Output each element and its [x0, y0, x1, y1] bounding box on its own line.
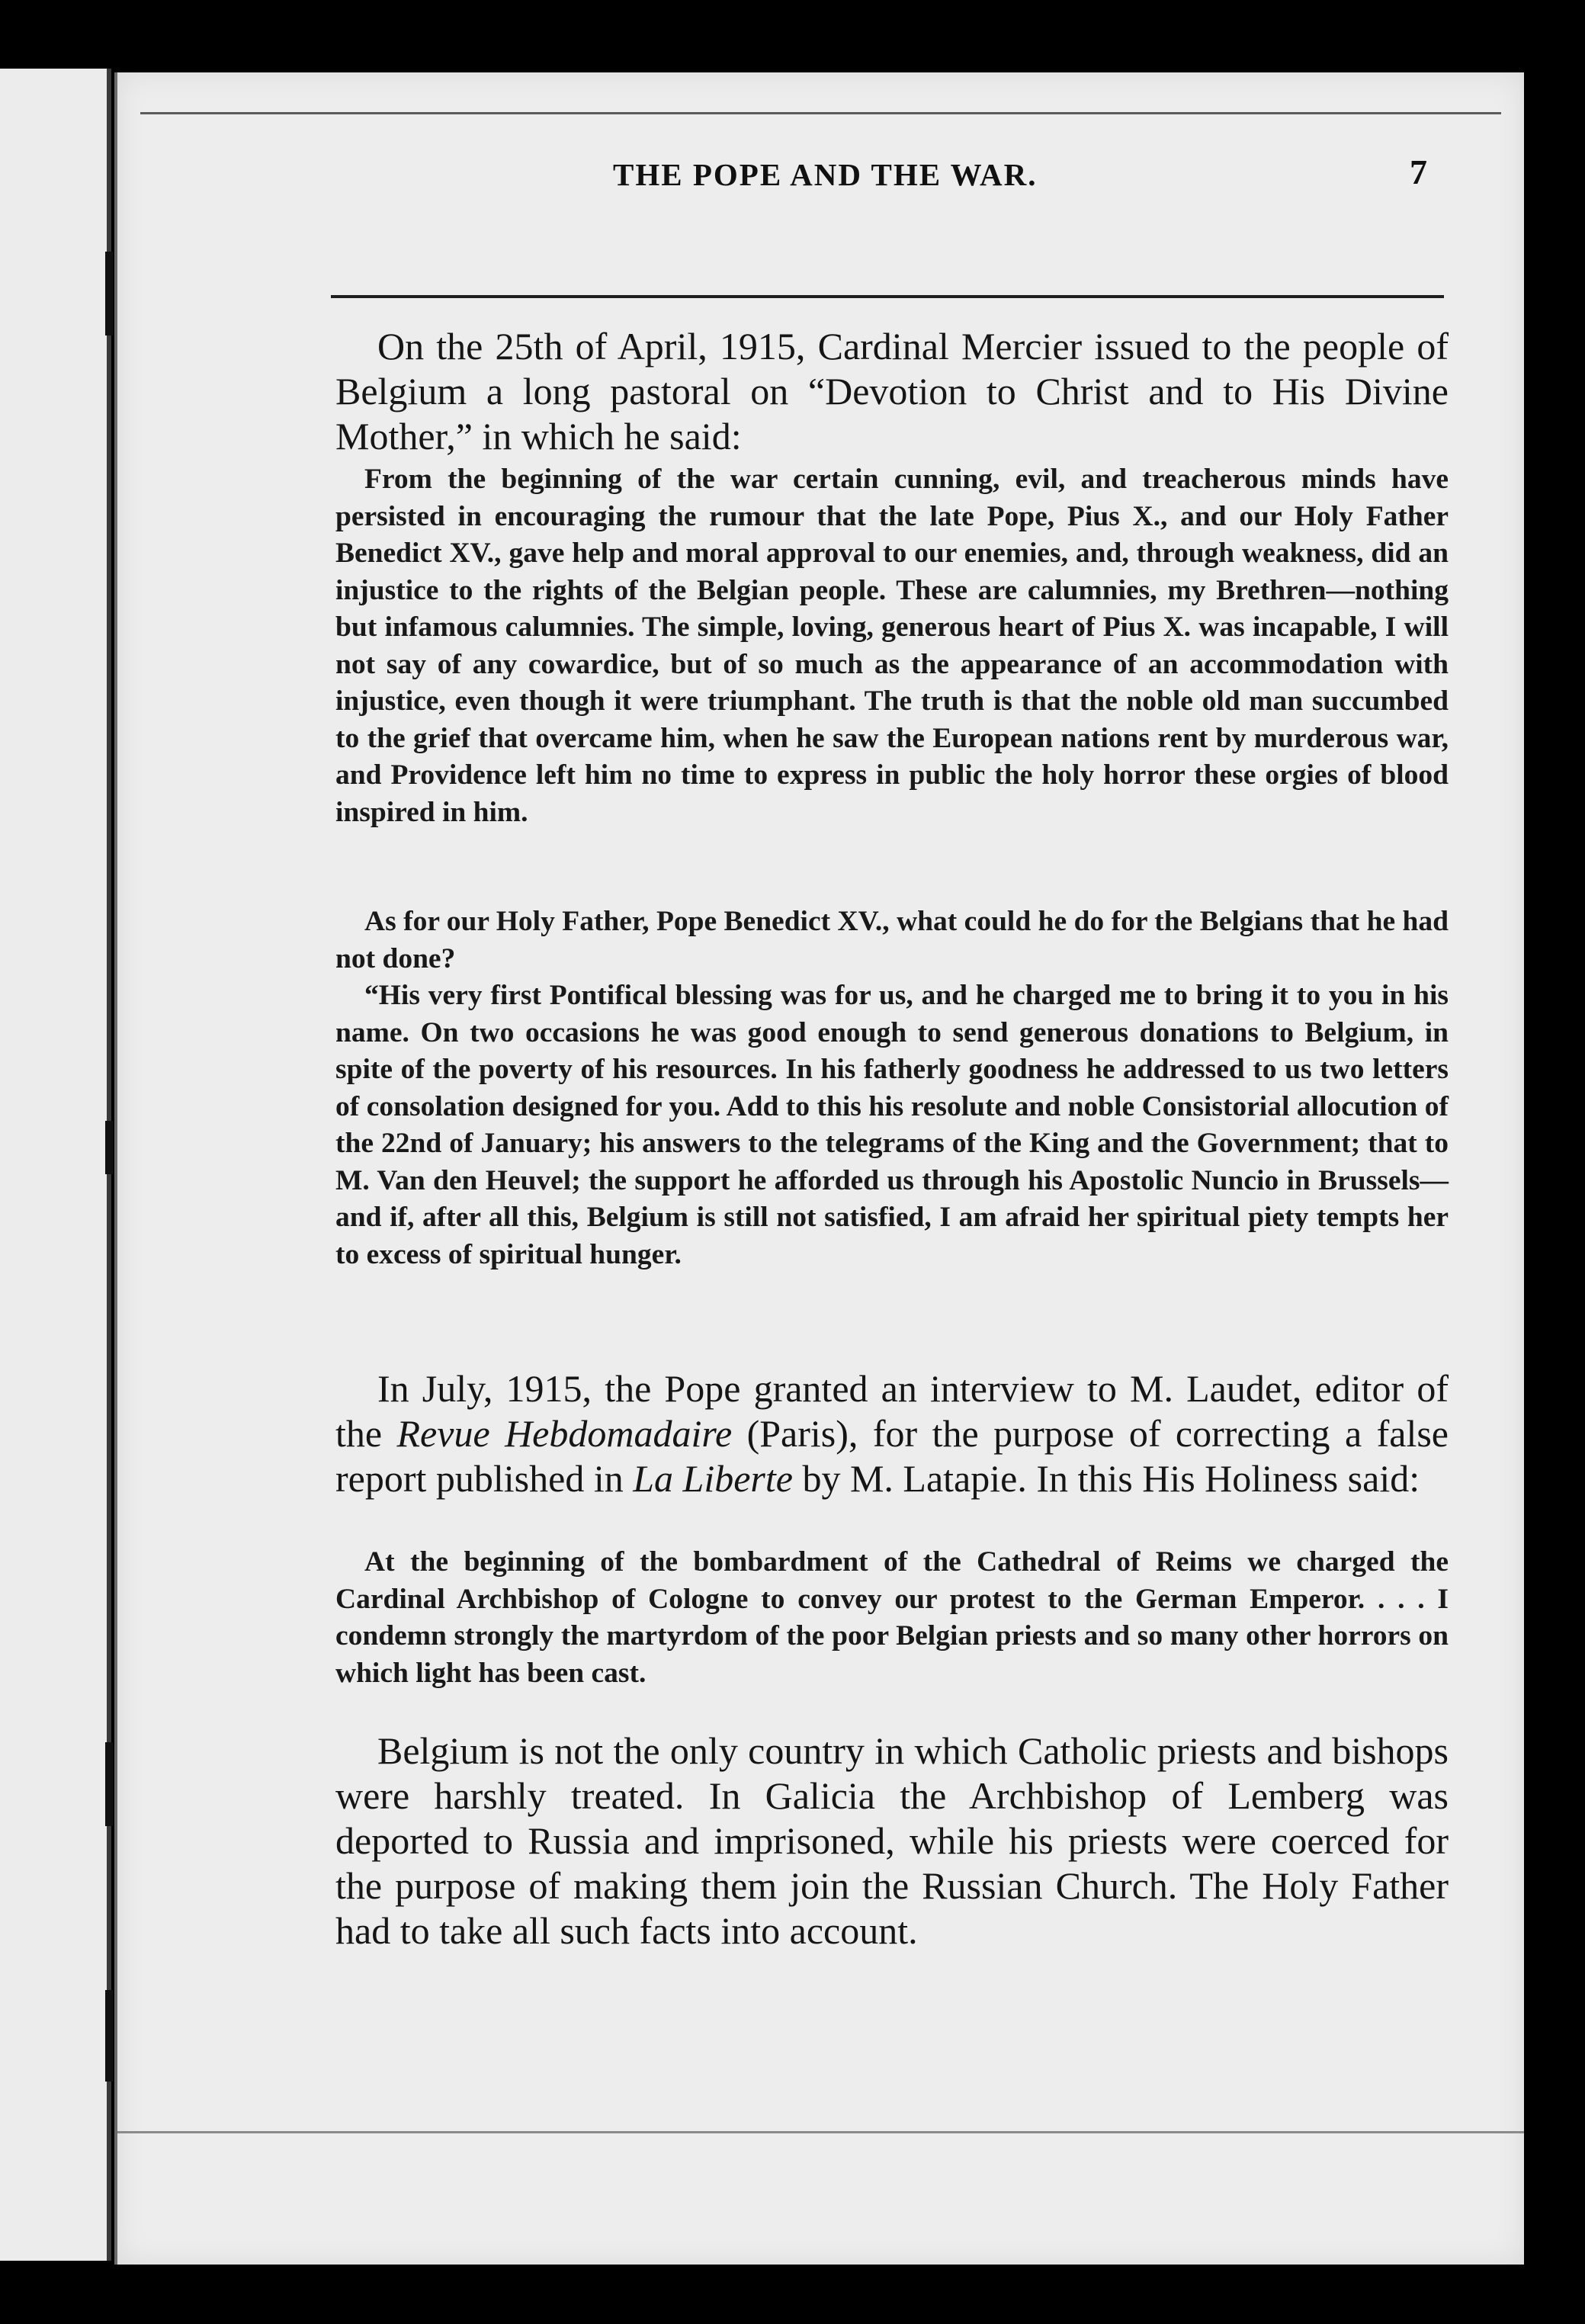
binding-mark: [105, 1121, 113, 1174]
header-rule: [331, 295, 1444, 298]
page-top-edge: [140, 112, 1501, 114]
quote-mercier-pastoral: From the beginning of the war certain cunning, evil, and treacherous minds have persisted in encouraging the rumour that the late Pope, Pius X., and our Holy Father Benedict XV., gave help and moral approval to our enemies, and, through weakness, did an injustice to the rights of the Belgian people. These are calumnies, my Brethren—nothing but infamous calumnies. The simple, loving, generous heart of Pius X. was incapable, I will not say of any cowardice, but of so much as the appearance of an accommodation with injustice, even though it were triumphant. The truth is that the noble old man succumbed to the grief that overcame him, when he saw the European nations rent by murderous war, and Providence left him no time to express in public the holy horror these orgies of blood inspired in him.: [335, 464, 1449, 828]
paragraph-galicia: Belgium is not the only country in which Catholic priests and bishops were harshly treated. In Galicia the Archbishop of Lemberg was deported to Russia and imprisoned, while his priests were coerced for the purpose of making them join the Russian Church. The Holy Father had to take all such facts into account.: [335, 1729, 1449, 1952]
liberte-title: La Liberte: [633, 1457, 793, 1500]
quote-mercier-benedict: As for our Holy Father, Pope Benedict XV., what could he do for the Belgians that he had not done?: [335, 906, 1449, 974]
paragraph-mercier-intro: On the 25th of April, 1915, Cardinal Mercier issued to the people of Belgium a long pastoral on “Devotion to Christ and to His Divine Mother,” in which he said:: [335, 325, 1449, 457]
revue-title: Revue Hebdomadaire: [396, 1412, 733, 1455]
binding-mark: [105, 1742, 113, 1826]
page-bottom-edge: [117, 2131, 1524, 2133]
paragraph-laudet-text-3: by M. Latapie. In this His Holiness said:: [792, 1457, 1420, 1500]
running-title: THE POPE AND THE WAR.: [613, 157, 1038, 192]
page-number: 7: [1410, 152, 1427, 191]
binding-mark: [105, 1990, 113, 2082]
paragraph-laudet-text-2: (Paris), for the purpose of correcting a false report published in: [335, 1412, 1449, 1500]
binding-mark: [105, 252, 113, 335]
paragraph-laudet-interview: [335, 1366, 1449, 1501]
paragraph-laudet-text-1: In July, 1915, the Pope granted an interview to M. Laudet, editor of the: [335, 1367, 1449, 1455]
facing-page-edge: [0, 69, 111, 2261]
quote-pope-reims: At the beginning of the bombardment of the Cathedral of Reims we charged the Cardinal Archbishop of Cologne to convey our protest to the German Emperor. . . . I condemn strongly the martyrdom of the poor Belgian priests and so many other horrors on which light has been cast.: [335, 1546, 1449, 1689]
book-page: [114, 72, 1524, 2265]
quote-mercier-blessing: “His very first Pontifical blessing was for us, and he charged me to bring it to you in his name. On two occasions he was good enough to send generous donations to Belgium, in spite of the poverty of his resources. In his fatherly goodness he addressed to us two letters of consolation designed for you. Add to this his resolute and noble Consistorial allocution of the 22nd of January; his answers to the telegrams of the King and the Government; that to M. Van den Heuvel; the support he afforded us through his Apostolic Nuncio in Brussels—and if, after all this, Belgium is still not satisfied, I am afraid her spiritual piety tempts her to excess of spiritual hunger.: [335, 980, 1449, 1270]
running-head: [117, 152, 1524, 210]
